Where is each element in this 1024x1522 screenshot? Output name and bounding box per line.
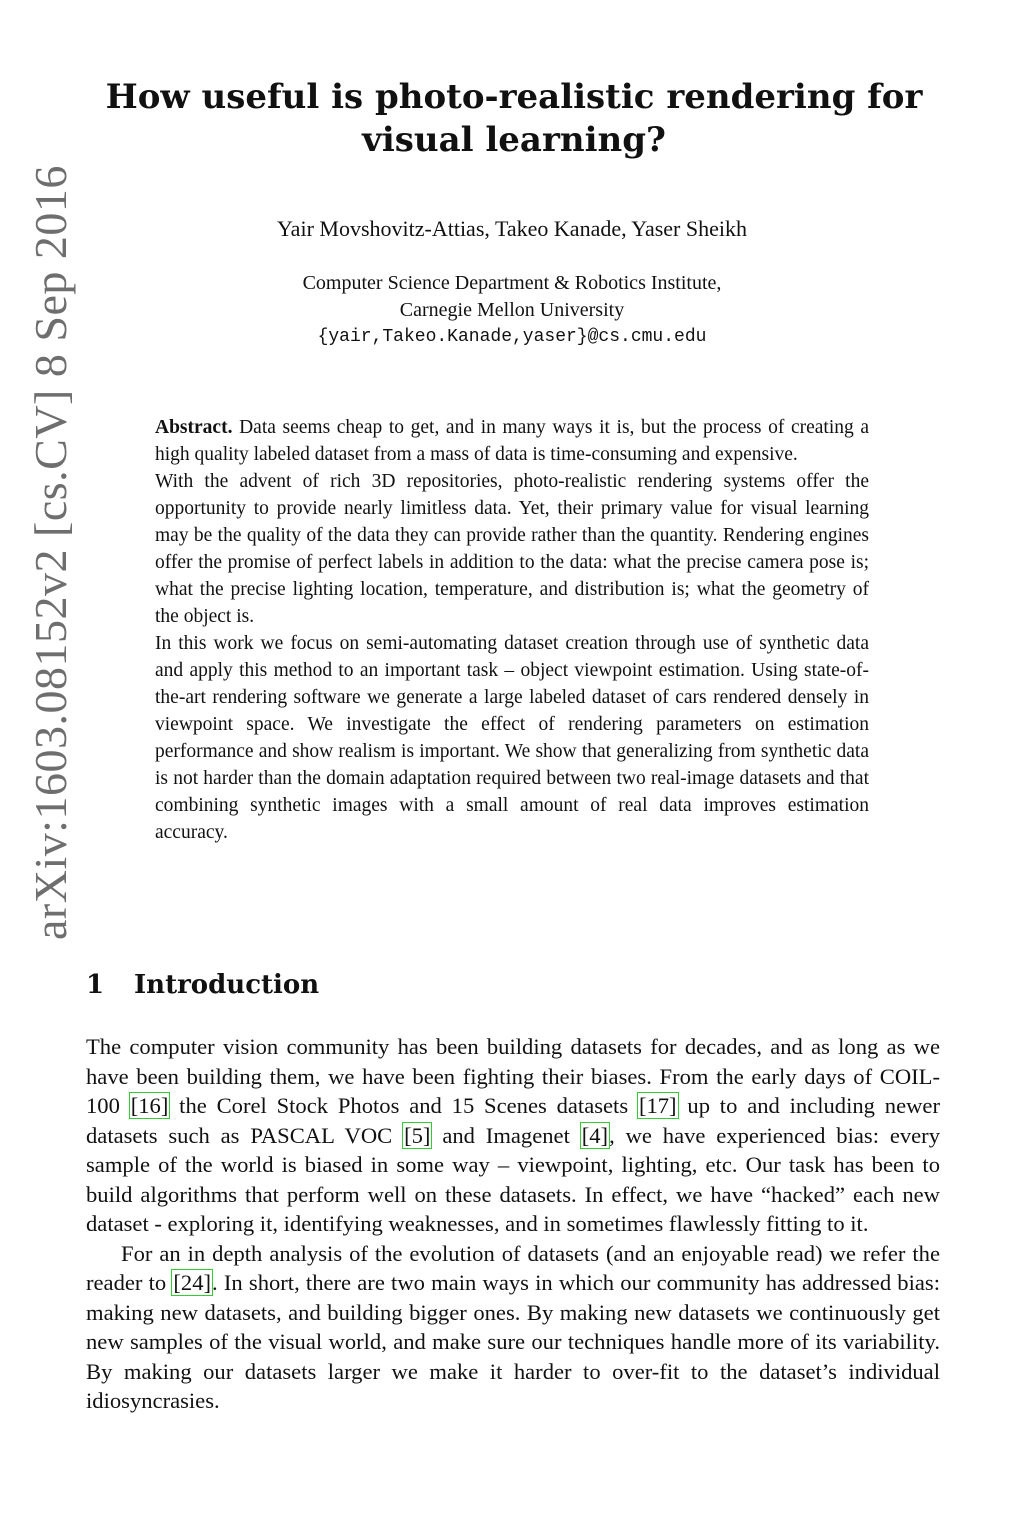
- abstract-paragraph-3: In this work we focus on semi-automating dataset creation through use of synthetic data and apply this method to an important task – object viewpoint estimation. Using state-of-the-art rendering software we generate a large labeled dataset of cars rendered densely in viewpoint space. We investigate the effect of rendering parameters on estimation performance and show realism is important. We show that generalizing from synthetic data is not harder than the domain adaptation required between two real-image datasets and that combining synthetic images with a small amount of real data improves estimation accuracy.: [155, 633, 869, 843]
- abstract-block: [155, 414, 869, 846]
- affiliation-block: [84, 270, 940, 351]
- abstract-paragraph-1: [155, 414, 869, 468]
- abstract-text-1: Data seems cheap to get, and in many ways it is, but the process of creating a high quality labeled dataset from a mass of data is time-consuming and expensive.: [155, 417, 870, 465]
- affiliation-line-2: Carnegie Mellon University: [399, 299, 625, 321]
- intro-text: . In short, there are two main ways in which our community has addressed bias: making new datasets, and building bigger ones. By making new datasets we continuously get new samples of the visual world, and make sure our techniques handle more of its variability. By making our datasets larger we make it harder to over-fit to the dataset’s individual idiosyncrasies.: [86, 1270, 940, 1413]
- affiliation-line-1: Computer Science Department & Robotics Institute,: [302, 272, 722, 294]
- citation-link[interactable]: [16]: [130, 1093, 169, 1118]
- intro-text: the Corel Stock Photos and 15 Scenes datasets: [169, 1093, 638, 1118]
- intro-text: , we have experienced bias: every sample of the world is biased in some way – viewpoint, lighting, etc. Our task has been to build algorithms that perform well on these datasets. In effect, we have “hacked” each new dataset - exploring it, identifying weaknesses, and in sometimes flawlessly fitting to it.: [86, 1122, 941, 1236]
- intro-paragraph-1: [86, 1032, 940, 1239]
- citation-link[interactable]: [5]: [404, 1122, 431, 1148]
- intro-text: The computer vision community has been building datasets for decades, and as long as we have been building them, we have been fighting their biases. From the early days of COIL-100: [86, 1034, 940, 1118]
- author-emails: {yair,Takeo.Kanade,yaser}@cs.cmu.edu: [317, 327, 707, 347]
- arxiv-identifier-stamp: arXiv:1603.08152v2 [cs.CV] 8 Sep 2016: [25, 165, 76, 940]
- author-list: Yair Movshovitz-Attias, Takeo Kanade, Yaser Sheikh: [277, 216, 747, 241]
- paper-title: How useful is photo-realistic rendering for visual learning?: [105, 77, 923, 160]
- citation-link[interactable]: [4]: [581, 1122, 609, 1148]
- intro-text: up to and including newer datasets such as PASCAL VOC: [86, 1093, 940, 1148]
- introduction-body: [86, 1032, 940, 1416]
- citation-link[interactable]: [24]: [173, 1270, 212, 1295]
- section-title: Introduction: [134, 970, 320, 1000]
- intro-paragraph-2: [86, 1239, 940, 1416]
- citation-link[interactable]: [17]: [638, 1093, 677, 1118]
- intro-text: For an in depth analysis of the evolution of datasets (and an enjoyable read) we refer the reader to: [86, 1240, 940, 1295]
- section-number: 1: [86, 970, 105, 1000]
- section-heading-introduction: [86, 970, 319, 1000]
- abstract-label: Abstract.: [155, 417, 233, 438]
- abstract-paragraph-2: With the advent of rich 3D repositories, photo-realistic rendering systems offer the opportunity to provide nearly limitless data. Yet, their primary value for visual learning may be the quality of the data they can provide rather than the quantity. Rendering engines offer the promise of perfect labels in addition to the data: what the precise camera pose is; what the precise lighting location, temperature, and distribution is; what the geometry of the object is.: [155, 471, 869, 627]
- intro-text: and Imagenet: [431, 1122, 581, 1148]
